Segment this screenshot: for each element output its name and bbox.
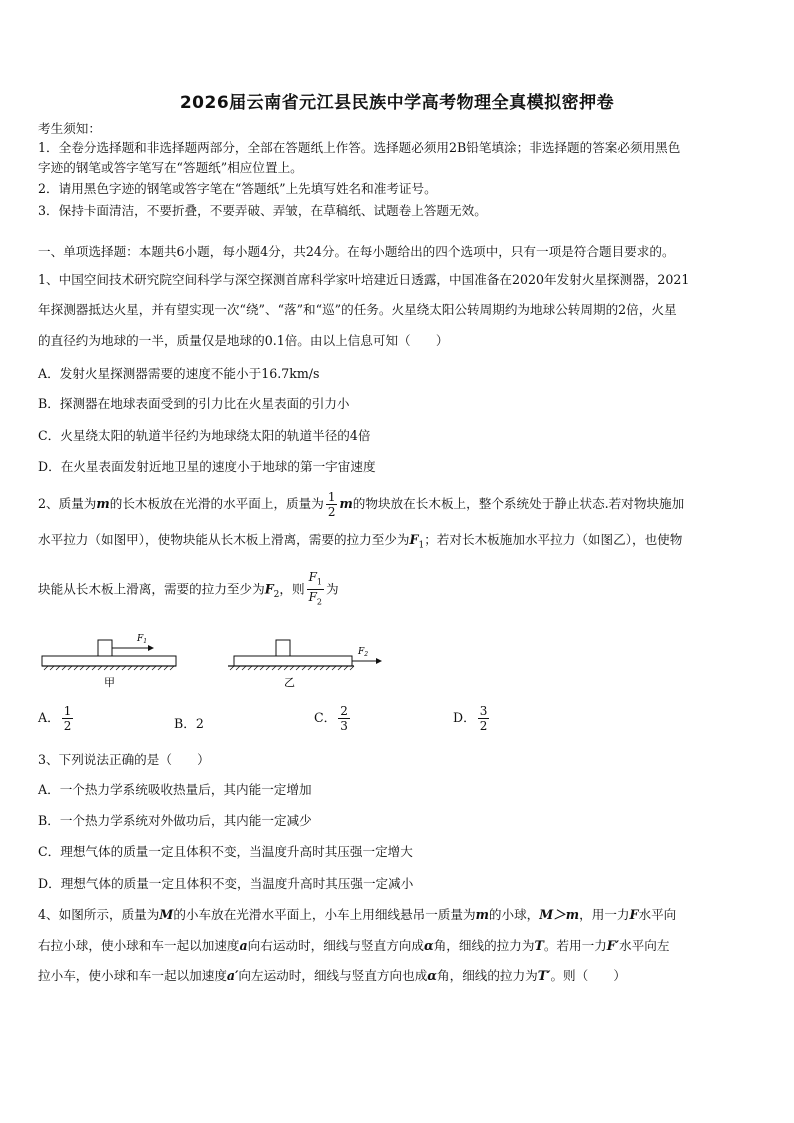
- option-fraction: [338, 704, 350, 733]
- q2-figure: [38, 628, 398, 688]
- fraction-denominator: 2: [63, 719, 72, 733]
- q1-option-b: B．探测器在地球表面受到的引力比在火星表面的引力小: [38, 396, 350, 411]
- figure-right-setup: [228, 640, 382, 670]
- block: [276, 640, 290, 656]
- section-heading: 一、单项选择题：本题共6小题，每小题4分，共24分。在每小题给出的四个选项中，只有一项是符合题目要求的。: [38, 244, 675, 259]
- q4-var-F: F: [629, 907, 639, 922]
- long-board: [42, 656, 176, 666]
- arrow-head: [148, 645, 154, 651]
- q2-option-d: [453, 704, 491, 733]
- q4-text: 向右运动时，细线与竖直方向成: [247, 938, 424, 953]
- page-title: 2026届云南省元江县民族中学高考物理全真模拟密押卷: [179, 93, 615, 113]
- notice-item-1-cont: 字迹的钢笔或答字笔写在“答题纸”相应位置上。: [38, 160, 303, 175]
- q1-line-1: 1、中国空间技术研究院空间科学与深空探测首席科学家叶培建近日透露，中国准备在2020年发射火星探测器，2021: [38, 272, 690, 287]
- q4-text: 。若用一力: [543, 938, 607, 953]
- q1-option-d: D．在火星表面发射近地卫星的速度小于地球的第一宇宙速度: [38, 459, 376, 474]
- q4-var-a: a: [239, 938, 248, 953]
- force-label-f2: $F_2$: [358, 647, 369, 658]
- option-fraction: [62, 704, 74, 733]
- fraction-denominator: 2: [479, 719, 488, 733]
- q2-line-3: [38, 570, 760, 610]
- q4-text: 4、如图所示，质量为: [38, 907, 160, 922]
- ratio-num-f: F: [308, 570, 317, 584]
- q4-var-T: T: [534, 938, 544, 953]
- arrow-head: [376, 658, 382, 664]
- q4-text: 角，细线的拉力为: [433, 938, 535, 953]
- q2-text: 水平拉力（如图甲），使物块能从长木板上滑离，需要的拉力至少为: [38, 532, 410, 547]
- q4-line-3: [38, 968, 760, 984]
- q2-option-c: [314, 704, 352, 733]
- fraction-numerator: 1: [63, 704, 72, 718]
- q4-text: 右拉小球，使小球和车一起以加速度: [38, 938, 240, 953]
- q4-var-F-prime: F′: [606, 938, 620, 953]
- long-board: [234, 656, 352, 666]
- q2-var-f2: F: [264, 581, 274, 597]
- q3-stem: 3、下列说法正确的是（ ）: [38, 752, 210, 767]
- q3-option-d: D．理想气体的质量一定且体积不变，当温度升高时其压强一定减小: [38, 876, 414, 891]
- q3-option-b: B．一个热力学系统对外做功后，其内能一定减少: [38, 813, 312, 828]
- option-label: C．: [314, 710, 337, 725]
- block: [98, 640, 112, 656]
- q2-option-a: [38, 704, 75, 733]
- q1-option-a: A．发射火星探测器需要的速度不能小于16.7km/s: [38, 366, 320, 381]
- q1-option-c: C．火星绕太阳的轨道半径约为地球绕太阳的轨道半径的4倍: [38, 428, 371, 443]
- q4-text: 水平向左: [619, 938, 670, 953]
- q4-line-1: [38, 907, 760, 923]
- q4-text: ，用一力: [579, 907, 630, 922]
- q1-line-2: 年探测器抵达火星，并有望实现一次“绕”、“落”和“巡”的任务。火星绕太阳公转周期约为地球公转周期的2倍，火星: [38, 302, 677, 317]
- fraction-numerator: [307, 570, 324, 590]
- q2-line-2: [38, 532, 760, 554]
- q4-text: 向左运动时，细线与竖直方向也成: [238, 968, 428, 983]
- q2-option-b: B．2: [174, 716, 204, 731]
- q4-line-2: [38, 938, 760, 954]
- fraction-numerator: 1: [327, 490, 336, 504]
- q4-var-m: m: [475, 907, 489, 922]
- q4-text: 的小车放在光滑水平面上，小车上用细线悬吊一质量为: [173, 907, 476, 922]
- q2-text: ，则: [279, 581, 305, 597]
- figure-label-jia: 甲: [104, 676, 115, 688]
- q2-text: ；若对长木板施加水平拉力（如图乙），也使物: [424, 532, 683, 547]
- q4-text: 的小球，: [488, 907, 540, 922]
- q4-text: 角，细线的拉力为: [437, 968, 538, 983]
- q4-relation: M＞m: [539, 907, 580, 922]
- q4-text: 水平向: [638, 907, 677, 922]
- q2-fraction-half: [326, 490, 338, 519]
- q2-var-f1-sub: 1: [418, 540, 425, 551]
- q3-option-a: A．一个热力学系统吸收热量后，其内能一定增加: [38, 782, 312, 797]
- q4-var-T-prime: T′: [537, 968, 551, 983]
- q4-var-a-prime: a′: [226, 968, 239, 983]
- figure-left-setup: [42, 634, 176, 670]
- q4-var-alpha: α: [427, 968, 437, 983]
- fraction-numerator: 2: [340, 704, 348, 718]
- fraction-denominator: [307, 590, 324, 609]
- q2-text: 块能从长木板上滑离，需要的拉力至少为: [38, 581, 265, 597]
- notice-item-3: 3．保持卡面清洁，不要折叠，不要弄破、弄皱，在草稿纸、试题卷上答题无效。: [38, 203, 487, 218]
- notice-heading: 考生须知：: [38, 121, 101, 136]
- force-label-f1: $F_1$: [137, 634, 148, 645]
- q2-text: 2、质量为: [38, 496, 97, 511]
- q2-var-f2-sub: 2: [273, 589, 280, 600]
- q2-var-f1: F: [409, 532, 419, 547]
- option-label: D．: [453, 710, 476, 725]
- q4-text: 。则（ ）: [550, 968, 627, 983]
- fraction-denominator: 2: [327, 505, 336, 519]
- q2-line-1: [38, 490, 760, 519]
- q4-var-alpha: α: [423, 938, 434, 953]
- notice-item-2: 2．请用黑色字迹的钢笔或答字笔在“答题纸”上先填写姓名和准考证号。: [38, 181, 437, 196]
- ratio-num-sub: 1: [316, 577, 322, 587]
- q1-line-3: 的直径约为地球的一半，质量仅是地球的0.1倍。由以上信息可知（ ）: [38, 333, 449, 348]
- q2-text: 为: [325, 581, 339, 597]
- figure-label-yi: 乙: [284, 676, 295, 688]
- q2-var-m: m: [96, 496, 110, 511]
- ratio-den-sub: 2: [316, 597, 322, 607]
- option-label: A．: [38, 710, 60, 725]
- q2-var-m: m: [339, 496, 353, 511]
- q4-text: 拉小车，使小球和车一起以加速度: [38, 968, 227, 983]
- option-fraction: [478, 704, 490, 733]
- q2-text: 的长木板放在光滑的水平面上，质量为: [109, 496, 324, 511]
- q4-var-M: M: [159, 907, 174, 922]
- q2-ratio-fraction: [307, 570, 324, 610]
- notice-item-1: 1．全卷分选择题和非选择题两部分，全部在答题纸上作答。选择题必须用2B铅笔填涂；非选择题的答案必须用黑色: [38, 140, 681, 155]
- q2-text: 的物块放在长木板上，整个系统处于静止状态.若对物块施加: [352, 496, 685, 511]
- fraction-denominator: 3: [340, 719, 348, 733]
- fraction-numerator: 3: [479, 704, 488, 718]
- ratio-den-f: F: [308, 590, 317, 605]
- q3-option-c: C．理想气体的质量一定且体积不变，当温度升高时其压强一定增大: [38, 844, 413, 859]
